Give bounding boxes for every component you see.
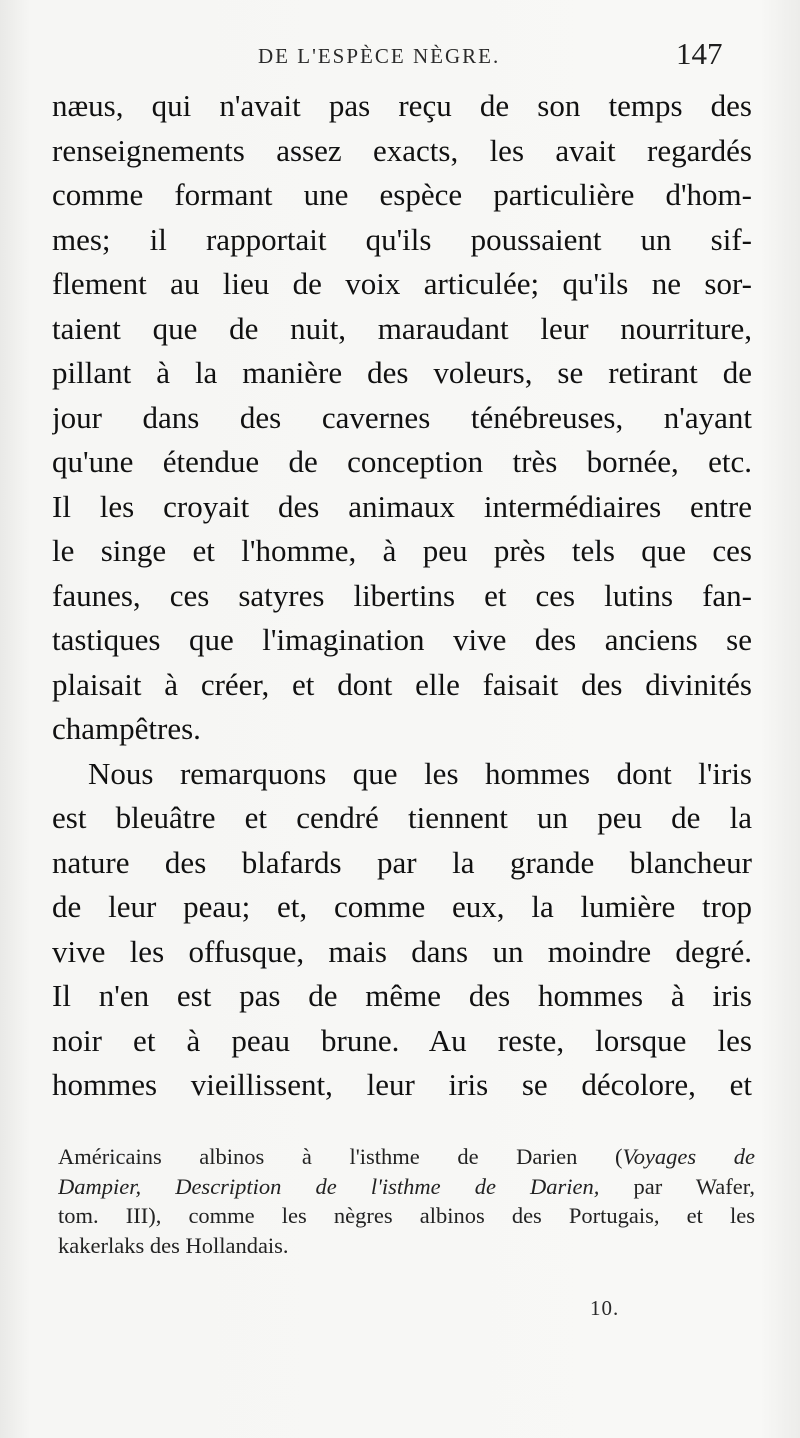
footnote-text: Américains albinos à l'isthme de Darien (: [58, 1144, 623, 1169]
text-line: est bleuâtre et cendré tiennent un peu de la: [52, 800, 752, 835]
text-line: Nous remarquons que les hommes dont l'iris: [88, 755, 752, 791]
text-line: qu'une étendue de conception très bornée, etc.: [52, 444, 752, 479]
text-line: champêtres.: [52, 711, 201, 746]
text-line: tastiques que l'imagination vive des anciens se: [52, 622, 752, 657]
text-line: næus, qui n'avait pas reçu de son temps des: [52, 88, 752, 123]
text-line: flement au lieu de voix articulée; qu'ils ne sor-: [52, 266, 752, 301]
text-line: renseignements assez exacts, les avait regardés: [52, 132, 752, 168]
footnote-italic: Dampier, Description de l'isthme de Darien,: [58, 1173, 600, 1199]
page-number: 147: [676, 36, 723, 71]
text-line: pillant à la manière des voleurs, se retirant de: [52, 355, 752, 390]
running-head-title: DE L'ESPÈCE NÈGRE.: [258, 44, 501, 68]
text-line: mes; il rapportait qu'ils poussaient un sif-: [52, 221, 752, 257]
text-line: jour dans des cavernes ténébreuses, n'ayant: [52, 399, 752, 435]
body-text: [52, 84, 752, 1108]
text-line: de leur peau; et, comme eux, la lumière trop: [52, 889, 752, 924]
text-line: faunes, ces satyres libertins et ces lutins fan-: [52, 577, 752, 613]
footnote-italic: Voyages de: [622, 1144, 755, 1169]
footnote-line: kakerlaks des Hollandais.: [58, 1232, 289, 1258]
text-line: noir et à peau brune. Au reste, lorsque les: [52, 1022, 752, 1058]
signature-mark: 10.: [590, 1296, 620, 1320]
footnote-line: [58, 1172, 755, 1202]
text-line: Il les croyait des animaux intermédiaires entre: [52, 488, 752, 524]
text-line: plaisait à créer, et dont elle faisait des divinités: [52, 666, 752, 702]
text-line: vive les offusque, mais dans un moindre degré.: [52, 933, 752, 969]
footnote: [58, 1142, 755, 1260]
running-head: [0, 36, 800, 72]
text-line: taient que de nuit, maraudant leur nourriture,: [52, 310, 752, 346]
footnote-text: par Wafer,: [599, 1173, 755, 1199]
text-line: le singe et l'homme, à peu près tels que ces: [52, 533, 752, 568]
footnote-line: tom. III), comme les nègres albinos des Portugais, et les: [58, 1203, 755, 1228]
text-line: nature des blafards par la grande blancheur: [52, 844, 752, 880]
text-line: comme formant une espèce particulière d'hom-: [52, 177, 752, 212]
footnote-line: [58, 1142, 755, 1172]
text-line: hommes vieillissent, leur iris se décolore, et: [52, 1067, 752, 1102]
text-line: Il n'en est pas de même des hommes à iris: [52, 978, 752, 1013]
